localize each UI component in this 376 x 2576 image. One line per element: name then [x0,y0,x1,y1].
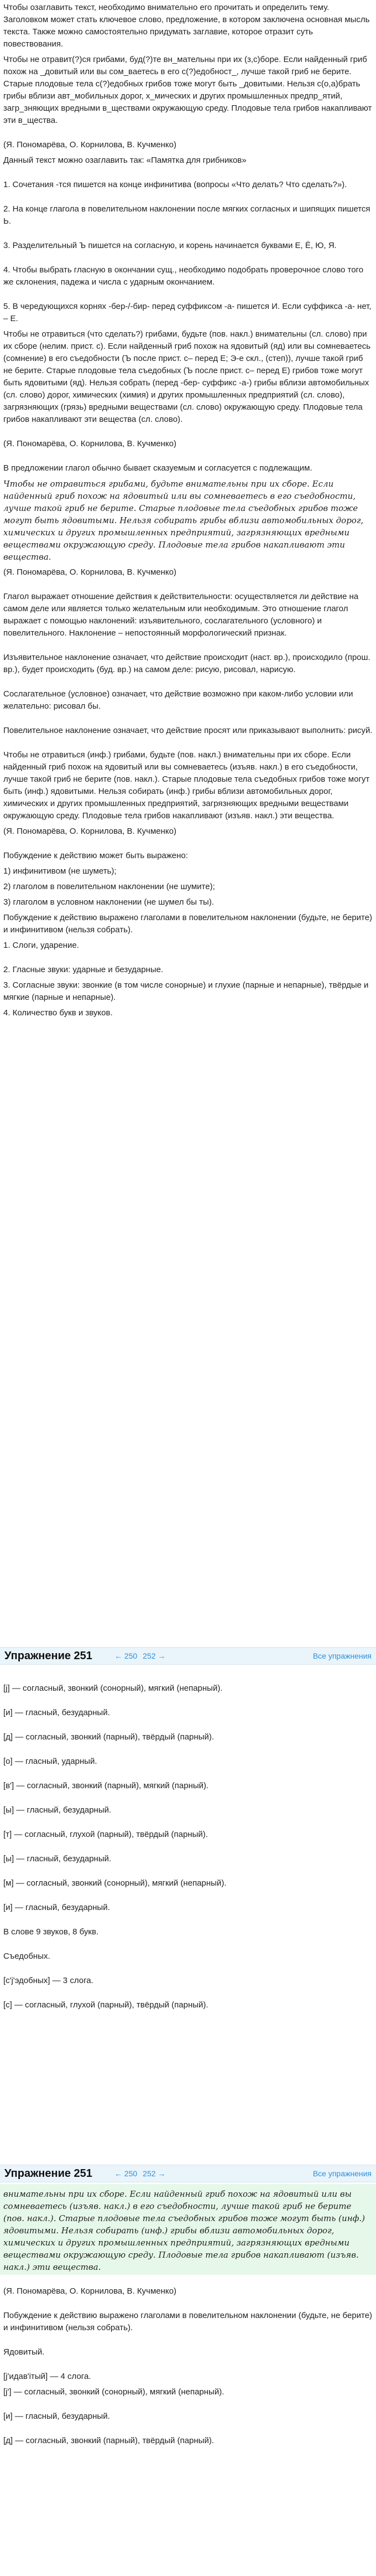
phonetic-line: [j] — согласный, звонкий (сонорный), мягкий (непарный). [3,1684,223,1693]
question-1: 1. Слоги, ударение. [3,941,79,950]
rule-4: 4. Чтобы выбрать гласную в окончании сущ., необходимо подобрать проверочное слово того же склонения, падежа и числа с ударным окончанием. [3,265,364,287]
exercise-title: Упражнение 251 [4,2167,92,2180]
question-4: 4. Количество букв и звуков. [3,1008,113,1018]
encouragement-1: 1) инфинитивом (не шуметь); [3,866,117,876]
exercise-content [0,2184,376,2449]
phonetic-line: [j'] — согласный, звонкий (сонорный), мягкий (непарный). [3,2387,224,2397]
word-line: Съедобных. [3,1952,50,1961]
phonetic-line: [и] — гласный, безударный. [3,2412,110,2421]
exercise-title: Упражнение 251 [4,1650,92,1662]
conditional-rule: Сослагательное (условное) означает, что действие возможно при каком-либо условии или желательно: рисовал бы. [3,689,353,711]
rule-3: 3. Разделительный Ъ пишется на согласную, и корень начинается буквами Е, Ё, Ю, Я. [3,241,337,250]
exercise-header [0,2165,376,2182]
authors: (Я. Пономарёва, О. Корнилова, В. Кучменко) [3,827,176,836]
intro-block [0,0,376,1021]
exercise-nav [114,1650,166,1662]
transcription-line: [j'идав'ітый] — 4 слога. [3,2372,91,2381]
rule-5: 5. В чередующихся корнях -бер-/-бир- перед суффиксом -а- пишется И. Если суффикса -а- нет, – Е. [3,302,372,323]
next-exercise-link[interactable]: 252 → [143,2169,166,2178]
phonetic-analysis [0,1672,376,2013]
prev-exercise-link[interactable]: ← 250 [114,2169,138,2178]
all-exercises-link[interactable]: Все упражнения [312,1651,372,1660]
next-exercise-link[interactable]: 252 → [143,1651,166,1660]
exercise-nav [114,2167,166,2180]
phonetic-line: [о] — гласный, ударный. [3,1757,97,1766]
authors: (Я. Пономарёва, О. Корнилова, В. Кучменко) [3,439,176,448]
analysis-text: Чтобы не отравиться грибами, будьте внимательны при их сборе. Если найденный гриб похож на ядовитый или вы сомневаетесь в его съедобности, лучше такой гриб не берите. Старые плодовые тела съедобных грибов тоже могут быть ядовитыми. Нельзя собирать грибы вблизи автомобильных дорог, химических и других промышленных предприятий, загрязняющих вредными веществами окружающую среду. Плодовые тела грибов накапливают эти вещества. [3,479,364,562]
all-exercises-link[interactable]: Все упражнения [312,2169,372,2178]
rule-2: 2. На конце глагола в повелительном наклонении после мягких согласных и шипящих пишется Ь. [3,204,370,226]
authors: (Я. Пономарёва, О. Корнилова, В. Кучменко) [3,2286,176,2296]
phonetic-line: [т] — согласный, глухой (парный), твёрдый (парный). [3,1830,208,1839]
encouragement-text: Побуждение к действию выражено глаголами в повелительном наклонении (будьте, не берите) и инфинитивом (нельзя собрать). [3,2311,373,2332]
intro-paragraph: Чтобы озаглавить текст, необходимо внимательно его прочитать и определить тему. Заголовком может стать ключевое слово, предложение, в котором заключена основная мысль текста. Также можно самостоятельно придумать заглавие, которое отразит суть повествования. [3,3,370,49]
exercise-header [0,1647,376,1665]
mood-intro: Глагол выражает отношение действия к действительности: осуществляется ли действие на самом деле или является только желательным или необходимым. Это отношение глагол выражает с помощью наклонений: изъявительного, сослагательного (условного) и повелительного. Наклонение – непостоянный морфологический признак. [3,592,359,638]
authors: (Я. Пономарёва, О. Корнилова, В. Кучменко) [3,567,176,577]
analysis-moods: Чтобы не отравиться (инф.) грибами, будьте (пов. накл.) внимательны при их сборе. Если найденный гриб похож на ядовитый или вы сомневаетесь (изъяв. накл.) в его съедобности, лучше такой гриб не берите (пов. накл.). Старые плодовые тела съедобных грибов тоже могут быть (инф.) ядовитыми. Нельзя собирать (инф.) грибы вблизи автомобильных дорог, химических и других промышленных предприятий, загрязняющих вредными веществами окружающую среду. Плодовые тела грибов накапливают (изъяв. накл.) эти вещества. [3,750,370,820]
rule-1: 1. Сочетания -тся пишется на конце инфинитива (вопросы «Что делать? Что сделать?»). [3,180,347,189]
question-3: 3. Согласные звуки: звонкие (в том числе сонорные) и глухие (парные и непарные), твёрдые и мягкие (парные и непарные). [3,980,369,1002]
highlighted-text: внимательны при их сборе. Если найденный гриб похож на ядовитый или вы сомневаетесь (изъяв. накл.) в его съедобности, лучше такой гриб не берите (пов. накл.). Старые плодовые тела съедобных грибов тоже могут быть (инф.) ядовитыми. Нельзя собирать (инф.) грибы вблизи автомобильных дорог, химических и других промышленных предприятий, загрязняющих вредными веществами окружающую среду. Плодовые тела грибов накапливают (изъяв. накл.) эти вещества. [3,2189,365,2272]
transcription-line: [с'j'эдобных] — 3 слога. [3,1976,93,1985]
word-line: Ядовитый. [3,2347,45,2357]
phonetic-line: [с] — согласный, глухой (парный), твёрдый (парный). [3,2000,208,2010]
phonetic-line: [в'] — согласный, звонкий (парный), мягкий (парный). [3,1781,209,1790]
phonetic-line: [д] — согласный, звонкий (парный), твёрдый (парный). [3,1732,214,1742]
highlighted-answer [0,2184,376,2275]
phonetic-line: [д] — согласный, звонкий (парный), твёрдый (парный). [3,2436,214,2445]
encouragement-text: Побуждение к действию выражено глаголами в повелительном наклонении (будьте, не берите) и инфинитивом (нельзя собрать). [3,913,373,935]
authors: (Я. Пономарёва, О. Корнилова, В. Кучменко) [3,140,176,149]
imperative-rule: Повелительное наклонение означает, что действие просят или приказывают выполнить: рисуй. [3,726,373,735]
phonetic-line: [ы] — гласный, безударный. [3,1854,112,1863]
phonetic-line: [м] — согласный, звонкий (сонорный), мягкий (непарный). [3,1878,227,1888]
question-2: 2. Гласные звуки: ударные и безударные. [3,965,164,974]
indicative-rule: Изъявительное наклонение означает, что действие происходит (наст. вр.), происходило (прош. вр.), будет происходить (буд. вр.) на самом деле: рисую, рисовал, нарисую. [3,653,370,674]
phonetic-line: [и] — гласный, безударный. [3,1708,110,1717]
encouragement-2: 2) глаголом в повелительном наклонении (не шумите); [3,882,215,891]
predicate-rule: В предложении глагол обычно бывает сказуемым и согласуется с подлежащим. [3,463,312,473]
encouragement-heading: Побуждение к действию может быть выражено: [3,851,188,860]
phonetic-line: [ы] — гласный, безударный. [3,1805,112,1815]
filled-text: Чтобы не отравиться (что сделать?) грибами, будьте (пов. накл.) внимательны (сл. слово) при их сборе (нелим. прист. с). Если найденный гриб похож на ядовитый (яд) или вы сомневаетесь (сомнение) в его съедобности (Ъ после прист. с– перед Е; Э-е скл., (степ)), лучше такой гриб не берите. Старые плодовые тела съедобных (Ъ после прист. с– перед Е) грибов тоже могут быть ядовитыми (яд). Нельзя собрать (перед -бер- суффикс -а-) грибы вблизи автомобильных (сл. слово) дорог, химических (химия) и других промышленных предприятий (сл. слово), загрязняющих (грязь) вредными веществами (сл. слово) окружающую среду. Плодовые тела грибов накапливают эти вещества (сл. слово). [3,329,371,424]
encouragement-3: 3) глаголом в условном наклонении (не шумел бы ты). [3,897,214,907]
task-text: Чтобы не отравит(?)ся грибами, буд(?)те вн_мательны при их (з,с)боре. Если найденный гриб похож на _довитый или вы сом_ваетесь в его с(?)едобност_, лучше такой гриб не берите. Старые плодовые тела с(?)едобных грибов тоже могут быть _довитыми. Нельзя с(о,а)брать грибы вблизи авт_мобильных дорог, х_мических и других промышленных предпр_ятий, загр_зняющих вредными в_ществами окружающую среду. Плодовые тела грибов накапливают эти в_щества. [3,55,372,125]
summary-line: В слове 9 звуков, 8 букв. [3,1927,99,1937]
title-line: Данный текст можно озаглавить так: «Памятка для грибников» [3,156,247,165]
phonetic-line: [и] — гласный, безударный. [3,1903,110,1912]
prev-exercise-link[interactable]: ← 250 [114,1651,138,1660]
